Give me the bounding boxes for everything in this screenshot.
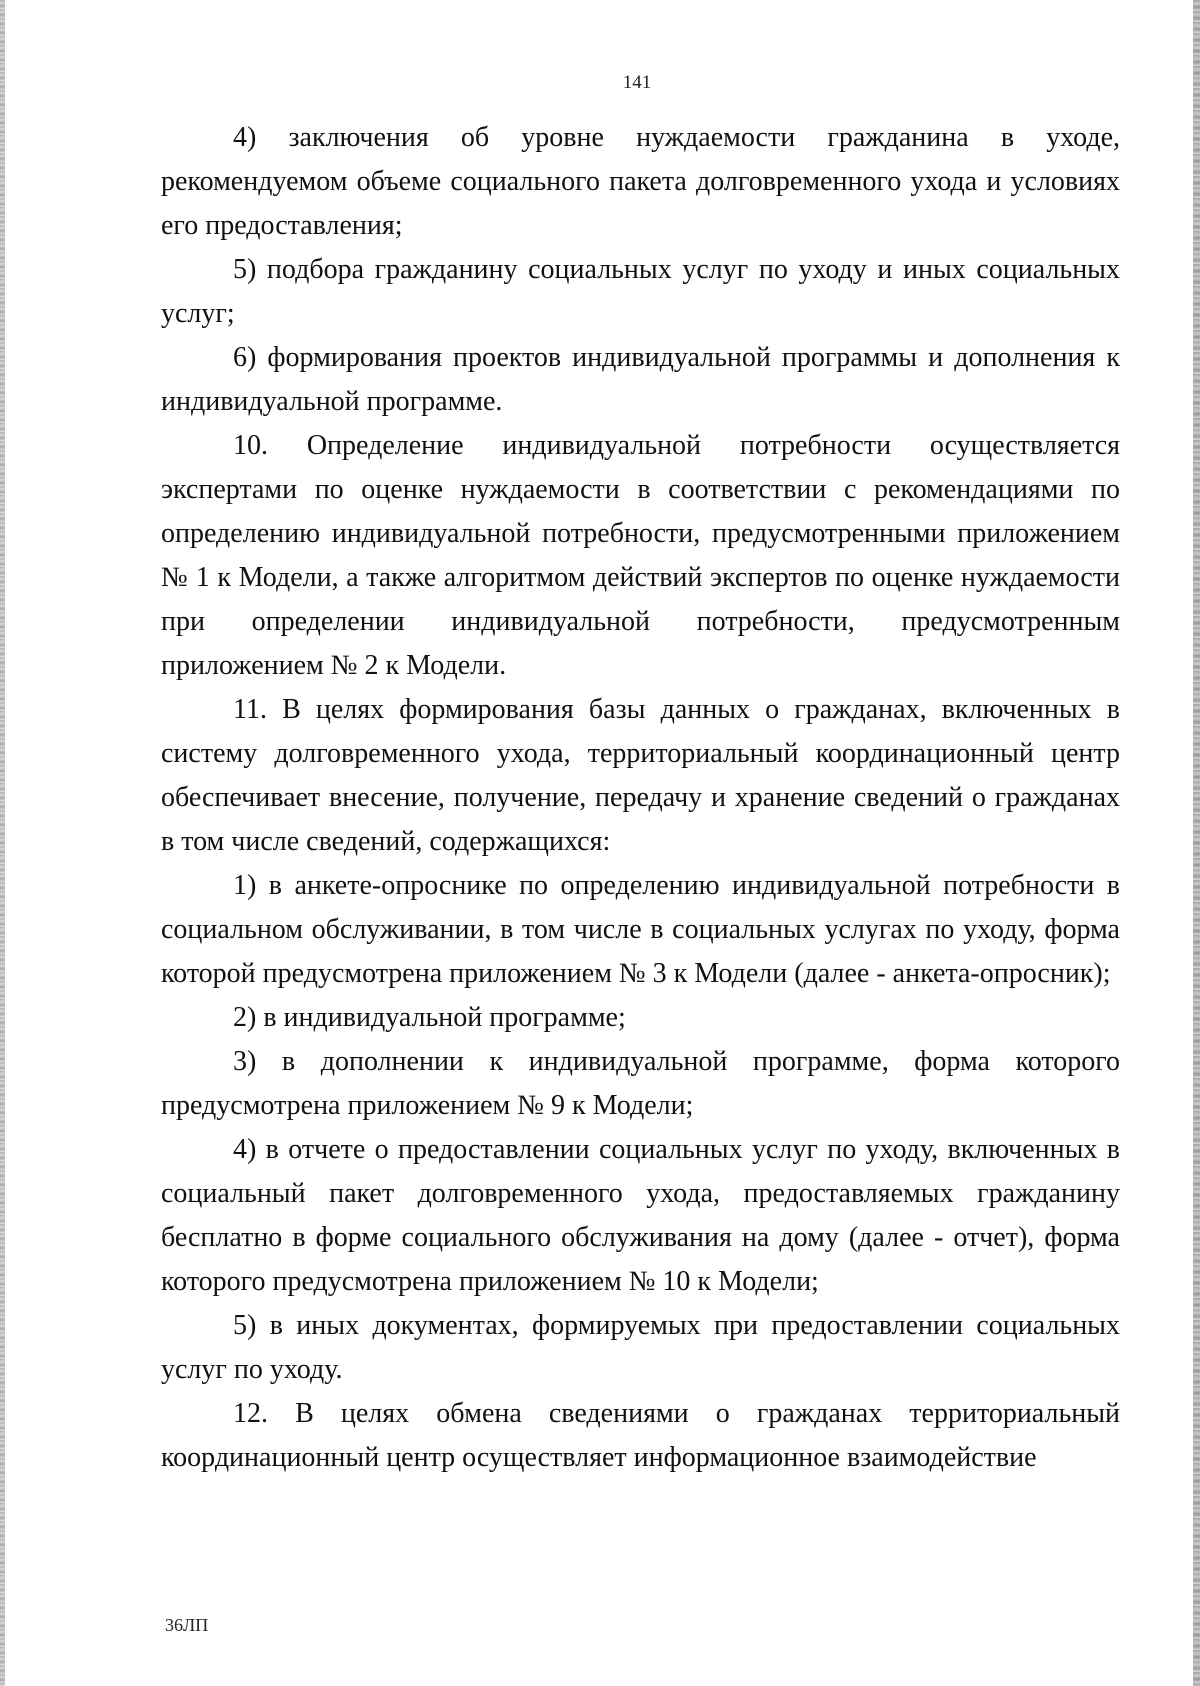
footer-document-code: 36ЛП xyxy=(165,1615,209,1635)
paragraph-item-5-other-documents: 5) в иных документах, формируемых при предоставлении социальных услуг по уходу. xyxy=(161,1310,1120,1385)
paragraph-item-2-program: 2) в индивидуальной программе; xyxy=(233,1002,626,1033)
document-body xyxy=(161,116,1120,1480)
page-number: 141 xyxy=(622,72,652,93)
scan-edge-right xyxy=(1193,0,1200,1686)
paragraph-item-5-selection: 5) подбора гражданину социальных услуг по уходу и иных социальных услуг; xyxy=(161,254,1120,329)
paragraph-item-4-report: 4) в отчете о предоставлении социальных услуг по уходу, включенных в социальный пакет долговременного ухода, предоставляемых гражданину бесплатно в форме социального обслуживания на дому (далее - отчет), форма которого предусмотрена приложением № 10 к Модели; xyxy=(161,1134,1120,1297)
paragraph-section-12: 12. В целях обмена сведениями о гражданах территориальный координационный центр осуществляет информационное взаимодействие xyxy=(161,1398,1120,1473)
paragraph-item-6-forming: 6) формирования проектов индивидуальной программы и дополнения к индивидуальной программе. xyxy=(161,342,1120,417)
paragraph-item-3-addition: 3) в дополнении к индивидуальной программе, форма которого предусмотрена приложением № 9 к Модели; xyxy=(161,1046,1120,1121)
paragraph-section-11: 11. В целях формирования базы данных о гражданах, включенных в систему долговременного ухода, территориальный координационный центр обеспечивает внесение, получение, передачу и хранение сведений о гражданах в том числе сведений, содержащихся: xyxy=(161,694,1120,857)
scan-edge-left xyxy=(0,0,5,1686)
paragraph-item-4-conclusion: 4) заключения об уровне нуждаемости гражданина в уходе, рекомендуемом объеме социального пакета долговременного ухода и условиях его предоставления; xyxy=(161,122,1120,241)
paragraph-item-1-questionnaire: 1) в анкете-опроснике по определению индивидуальной потребности в социальном обслуживании, в том числе в социальных услугах по уходу, форма которой предусмотрена приложением № 3 к Модели (далее - анкета-опросник); xyxy=(161,870,1120,989)
paragraph-section-10: 10. Определение индивидуальной потребности осуществляется экспертами по оценке нуждаемости в соответствии с рекомендациями по определению индивидуальной потребности, предусмотренными приложением № 1 к Модели, а также алгоритмом действий экспертов по оценке нуждаемости при определении индивидуальной потребности, предусмотренным приложением № 2 к Модели. xyxy=(161,430,1120,681)
